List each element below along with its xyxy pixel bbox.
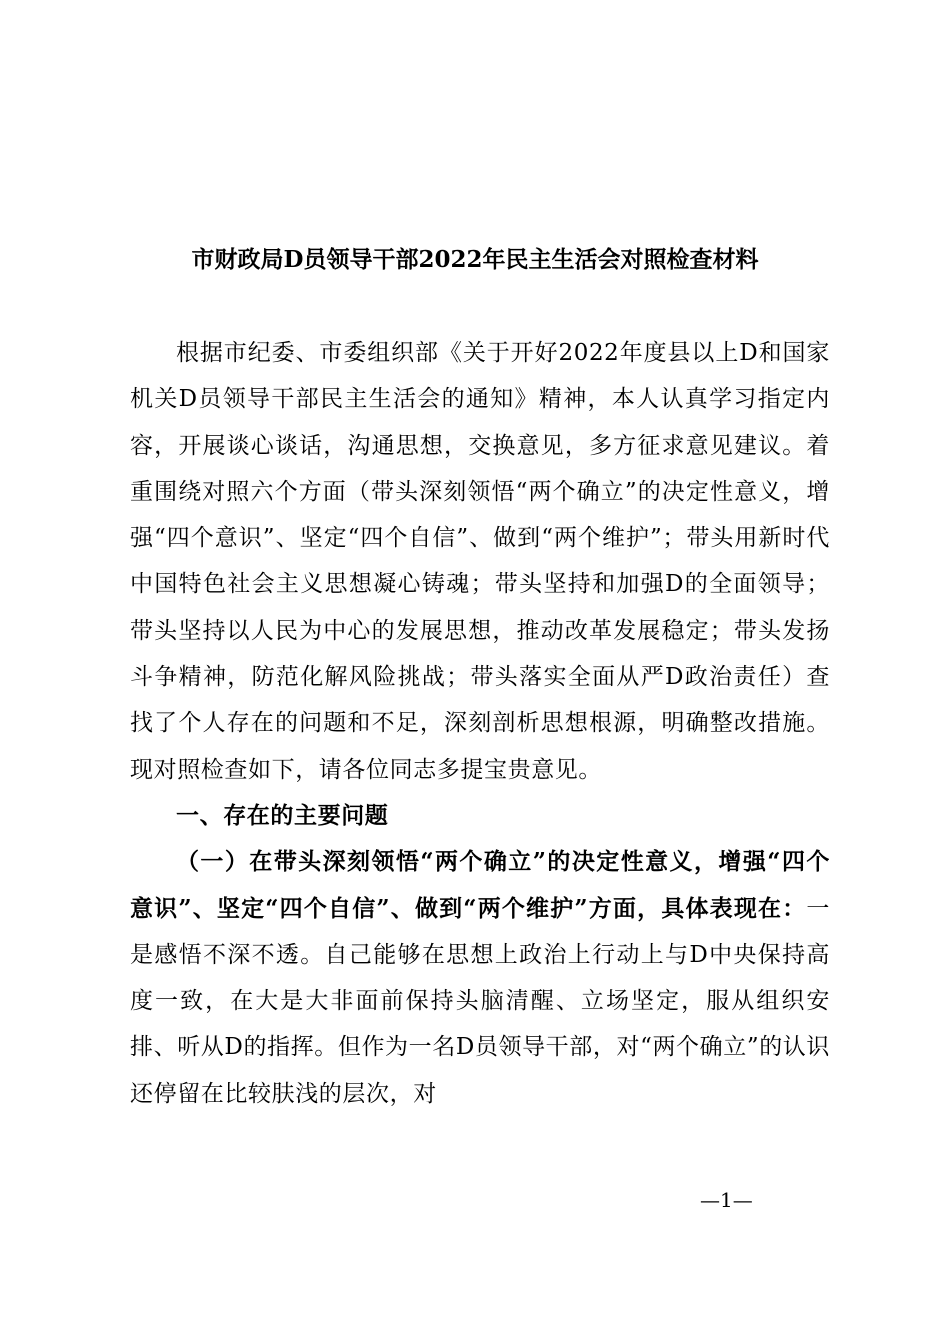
- document-title: 市财政局D员领导干部2022年民主生活会对照检查材料: [191, 246, 759, 273]
- subsection-paragraph-1: [130, 839, 830, 1117]
- subsection-body-1: 一是感悟不深不透。自己能够在思想上政治上行动上与D中央保持高度一致，在大是大非面前保持头脑清醒、立场坚定，服从组织安排、听从D的指挥。但作为一名D员领导干部，对“两个确立”的认识还停留在比较肤浅的层次，对: [130, 895, 830, 1107]
- document-body: [130, 330, 830, 1117]
- page-number: —1—: [700, 1188, 753, 1212]
- subsection-heading-1: （一）在带头深刻领悟“两个确立”的决定性意义，增强“四个意识”、坚定“四个自信”、做到“两个维护”方面，具体表现在：: [130, 848, 830, 922]
- intro-paragraph: 根据市纪委、市委组织部《关于开好2022年度县以上D和国家机关D员领导干部民主生活会的通知》精神，本人认真学习指定内容，开展谈心谈话，沟通思想，交换意见，多方征求意见建议。着重围绕对照六个方面（带头深刻领悟“两个确立”的决定性意义，增强“四个意识”、坚定“四个自信”、做到“两个维护”；带头用新时代中国特色社会主义思想凝心铸魂；带头坚持和加强D的全面领导；带头坚持以人民为中心的发展思想，推动改革发展稳定；带头发扬斗争精神，防范化解风险挑战；带头落实全面从严D政治责任）查找了个人存在的问题和不足，深刻剖析思想根源，明确整改措施。现对照检查如下，请各位同志多提宝贵意见。: [130, 340, 830, 783]
- section-heading-problems: 一、存在的主要问题: [176, 802, 389, 829]
